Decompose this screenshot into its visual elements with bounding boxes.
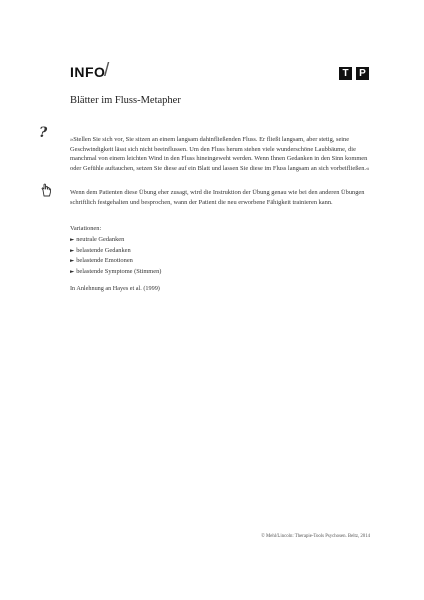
badge-p: P — [356, 67, 369, 80]
list-item: ► belastende Gedanken — [70, 246, 131, 254]
arrow-icon: ► — [70, 247, 75, 254]
list-item: ► belastende Emotionen — [70, 257, 133, 265]
pointing-hand-icon — [40, 183, 52, 197]
metaphor-paragraph: »Stellen Sie sich vor, Sie sitzen an einem langsam dahinfließenden Fluss. Er fließt langsam, aber stetig, seine Geschwindigkeit lässt sich nicht beeinflussen. Um den Fluss herum stehen viele wunderschöne Laubbäume, die manchmal von einem leichten Wind in den Fluss hineingeweht werden. Wenn Ihnen Gedanken in den Sinn kommen oder Gefühle auftauchen, setzen Sie diese auf ein Blatt und lassen Sie diese im Fluss langsam an sich vorbeifließen.« — [70, 136, 370, 172]
question-mark-icon: ? — [39, 125, 48, 141]
source-citation: In Anlehnung an Hayes et al. (1999) — [70, 285, 160, 292]
instruction-paragraph: Wenn dem Patienten diese Übung eher zusagt, wird die Instruktion der Übung genau wie bei den anderen Übungen schriftlich festgehalten und besprochen, wann der Patient die neu erworbene Fähigkeit trainieren kann. — [70, 189, 365, 206]
heading-slash: / — [104, 60, 110, 81]
arrow-icon: ► — [70, 258, 75, 265]
copyright-footer: © Mehl/Lincoln: Therapie-Tools Psychosen. Beltz, 2014 — [261, 534, 370, 539]
arrow-icon: ► — [70, 237, 75, 243]
list-item: ► neutrale Gedanken — [70, 236, 125, 243]
badge-t: T — [339, 67, 352, 80]
variations-list — [70, 235, 161, 277]
page-title: Blätter im Fluss-Metapher — [70, 95, 181, 106]
arrow-icon: ► — [70, 268, 75, 275]
list-item: ► belastende Symptome (Stimmen) — [70, 267, 162, 275]
variations-title: Variationen: — [70, 225, 102, 232]
info-heading: INFO — [70, 64, 106, 80]
